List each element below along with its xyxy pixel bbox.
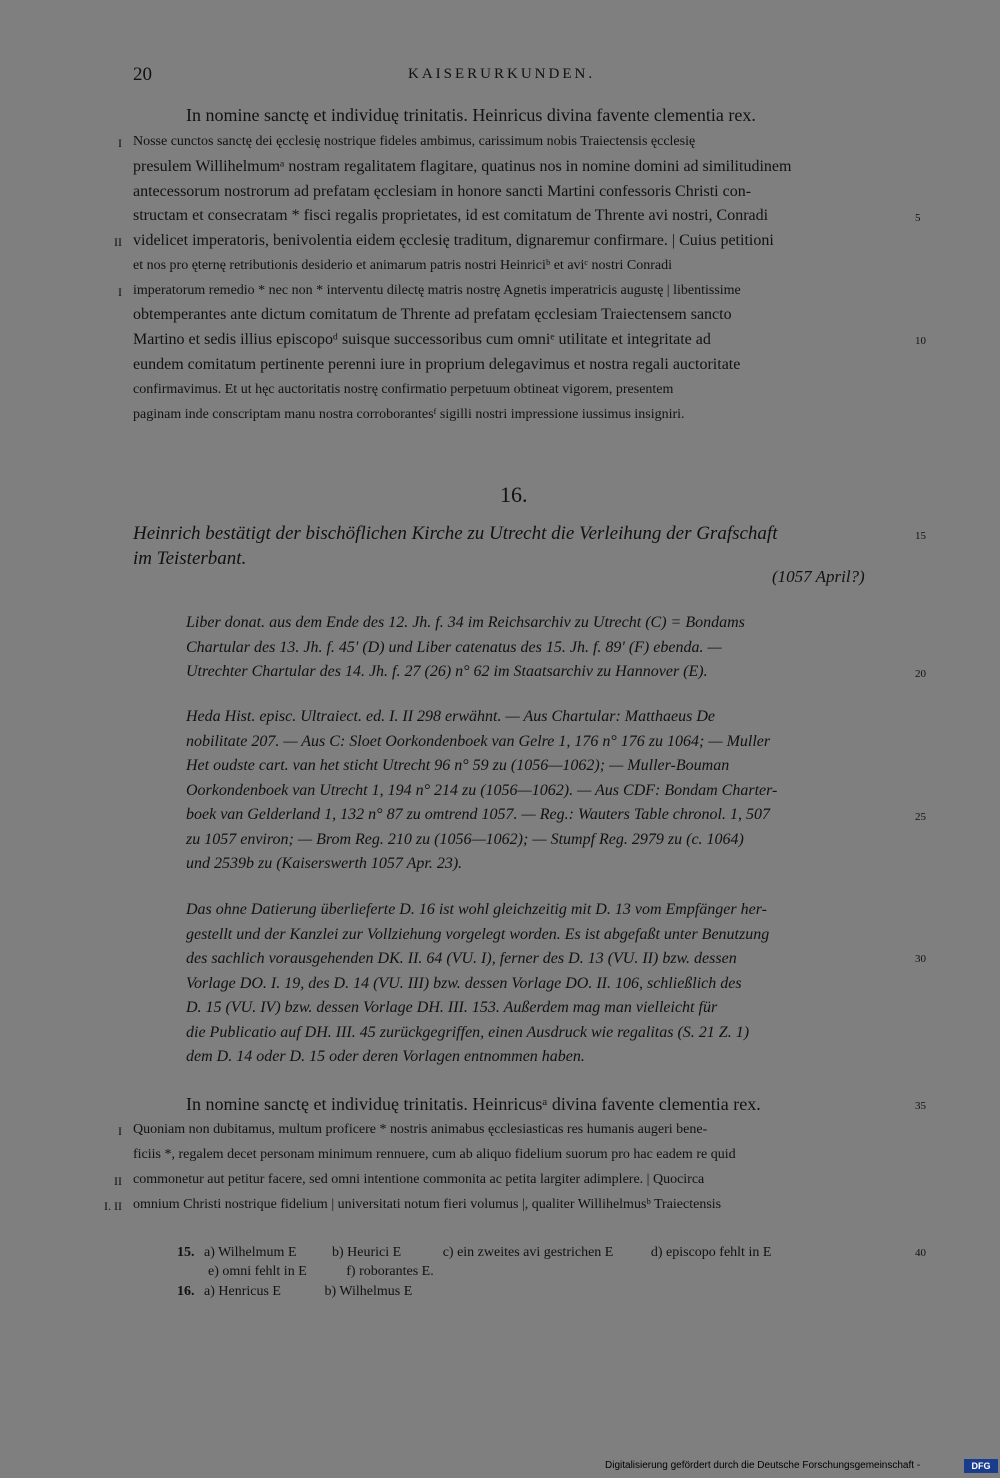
footnote-line: [177, 1282, 412, 1302]
sources-line: Chartular des 13. Jh. f. 45' (D) und Liber catenatus des 15. Jh. f. 89' (F) ebenda. —: [186, 638, 722, 656]
document-number: 16.: [500, 482, 528, 507]
footnote-line: [208, 1262, 434, 1282]
line-number: 15: [915, 530, 926, 542]
margin-marker-left: II: [114, 235, 122, 249]
doc16-text-line: ficiis *, regalem decet personam minimum rennuere, cum ab aliquo fidelium suorum pro hac eadem re quid: [133, 1147, 736, 1162]
margin-marker-left: I: [118, 285, 122, 299]
sources-line: Utrechter Chartular des 14. Jh. f. 27 (26) n° 62 im Staatsarchiv zu Hannover (E).: [186, 663, 708, 680]
literature-line: nobilitate 207. — Aus C: Sloet Oorkondenboek van Gelre 1, 176 n° 176 zu 1064; — Muller: [186, 732, 771, 750]
doc15-line: Nosse cunctos sanctę dei ęcclesię nostrique fideles ambimus, carissimum nobis Traiectensis ęcclesię: [133, 134, 696, 149]
literature-line: zu 1057 environ; — Brom Reg. 210 zu (1056—1062); — Stumpf Reg. 2979 zu (c. 1064): [186, 830, 744, 848]
doc15-invocatio: In nomine sanctę et individuę trinitatis. Heinricus divina favente clementia rex.: [186, 105, 756, 125]
footnote: f) roborantes E.: [346, 1264, 434, 1279]
line-number: 35: [915, 1100, 926, 1112]
doc16-text-line: Quoniam non dubitamus, multum proficere * nostris animabus ęcclesiasticas res humanis augeri bene-: [133, 1122, 708, 1137]
line-number: 40: [915, 1247, 926, 1259]
literature-line: Het oudste cart. van het sticht Utrecht 96 n° 59 zu (1056—1062); — Muller-Bouman: [186, 757, 730, 774]
footnote-line: [177, 1243, 771, 1263]
footnote: a) Wilhelmum E: [204, 1245, 297, 1260]
footnote: b) Heurici E: [332, 1245, 402, 1260]
literature-line: Heda Hist. episc. Ultraiect. ed. I. II 298 erwähnt. — Aus Chartular: Matthaeus De: [186, 708, 715, 725]
sources-paragraph: [186, 611, 908, 685]
commentary-paragraph: [186, 898, 908, 1070]
doc16-invocatio: In nomine sanctę et individuę trinitatis. Heinricusᵃ divina favente clementia rex.: [186, 1094, 761, 1114]
footnote-label: 15.: [177, 1245, 195, 1260]
footnote: d) episcopo fehlt in E: [650, 1245, 772, 1260]
doc15-line: Martino et sedis illius episcopoᵈ suisque successoribus cum omniᵉ utilitate et integritate ad: [133, 331, 711, 348]
doc15-line: presulem Willihelmumᵃ nostram regalitatem flagitare, quatinus nos in nomine domini ad similitudinem: [133, 158, 792, 175]
commentary-line: gestellt und der Kanzlei zur Vollziehung vorgelegt worden. Es ist abgefaßt unter Benutzung: [186, 925, 770, 943]
doc15-line: structam et consecratam * fisci regalis proprietates, id est comitatum de Thrente avi nostri, Conradi: [133, 207, 769, 224]
literature-paragraph: [186, 705, 908, 877]
doc15-line: antecessorum nostrorum ad prefatam ęcclesiam in honore sancti Martini confessoris Christi con-: [133, 183, 752, 200]
margin-marker-left: I. II: [104, 1199, 122, 1213]
doc16-text-line: commonetur aut petitur facere, sed omni intentione commonita ac petita largiter adimplere. | Quocirca: [133, 1172, 705, 1187]
commentary-line: Vorlage DO. I. 19, des D. 14 (VU. III) bzw. dessen Vorlage DO. II. 106, schließlich des: [186, 974, 742, 992]
doc16-text-line: omnium Christi nostrique fidelium | universitati notum fieri volumus |, qualiter Willihelmusᵇ Traiectensis: [133, 1197, 722, 1212]
literature-line: und 2539b zu (Kaiserswerth 1057 Apr. 23).: [186, 855, 463, 872]
commentary-line: D. 15 (VU. IV) bzw. dessen Vorlage DH. III. 153. Außerdem mag man vielleicht für: [186, 999, 718, 1016]
literature-line: boek van Gelderland 1, 132 n° 87 zu omtrend 1057. — Reg.: Wauters Table chronol. 1, 507: [186, 806, 770, 823]
line-number: 30: [915, 953, 926, 965]
sources-line: Liber donat. aus dem Ende des 12. Jh. f. 34 im Reichsarchiv zu Utrecht (C) = Bondams: [186, 614, 745, 631]
page-number: 20: [133, 64, 152, 85]
line-number: 5: [915, 212, 921, 224]
doc15-line: et nos pro ęternę retributionis desiderio et animarum patris nostri Heinriciᵇ et aviᶜ nostri Conradi: [133, 258, 672, 273]
footnote: c) ein zweites avi gestrichen E: [442, 1245, 614, 1260]
doc15-line: eundem comitatum pertinente perenni iure in proprium delegavimus et nostra regali auctoritate: [133, 356, 741, 373]
commentary-line: des sachlich vorausgehenden DK. II. 64 (VU. I), ferner des D. 13 (VU. II) bzw. dessen: [186, 950, 737, 967]
footnote: e) omni fehlt in E: [208, 1264, 307, 1279]
dfg-logo: DFG: [964, 1459, 998, 1473]
literature-line: Oorkondenboek van Utrecht 1, 194 n° 214 zu (1056—1062). — Aus CDF: Bondam Charter-: [186, 781, 778, 799]
footnote-label: 16.: [177, 1284, 195, 1299]
regest-line: im Teisterbant.: [133, 548, 247, 569]
margin-marker-left: I: [118, 136, 122, 150]
doc15-line: imperatorum remedio * nec non * interventu dilectę matris nostrę Agnetis imperatricis augustę | libentissime: [133, 283, 741, 298]
doc15-line: paginam inde conscriptam manu nostra corroborantesᶠ sigilli nostri impressione iussimus insigniri.: [133, 407, 685, 422]
running-title: KAISERURKUNDEN.: [408, 66, 596, 82]
footnote: a) Henricus E: [204, 1284, 281, 1299]
line-number: 10: [915, 335, 926, 347]
line-number: 25: [915, 811, 926, 823]
commentary-line: die Publicatio auf DH. III. 45 zurückgegriffen, einen Ausdruck wie regalitas (S. 21 Z. 1): [186, 1023, 750, 1041]
doc15-line: confirmavimus. Et ut hęc auctoritatis nostrę confirmatio perpetuum obtineat vigorem, presentem: [133, 382, 674, 397]
commentary-line: dem D. 14 oder D. 15 oder deren Vorlagen entnommen haben.: [186, 1048, 585, 1065]
line-number: 20: [915, 668, 926, 680]
margin-marker-left: II: [114, 1174, 122, 1188]
doc15-line: obtemperantes ante dictum comitatum de Thrente ad prefatam ęcclesiam Traiectensem sancto: [133, 306, 732, 323]
margin-marker-left: I: [118, 1124, 122, 1138]
doc15-line: videlicet imperatoris, benivolentia eidem ęcclesię traditum, dignaremur confirmare. | Cuius petitioni: [133, 232, 774, 249]
document-date: (1057 April?): [772, 567, 865, 586]
digitization-credit: Digitalisierung gefördert durch die Deutsche Forschungsgemeinschaft -: [605, 1460, 921, 1471]
regest-line: Heinrich bestätigt der bischöflichen Kirche zu Utrecht die Verleihung der Grafschaft: [133, 523, 778, 544]
footnote: b) Wilhelmus E: [324, 1284, 413, 1299]
commentary-line: Das ohne Datierung überlieferte D. 16 ist wohl gleichzeitig mit D. 13 vom Empfänger her-: [186, 901, 767, 918]
